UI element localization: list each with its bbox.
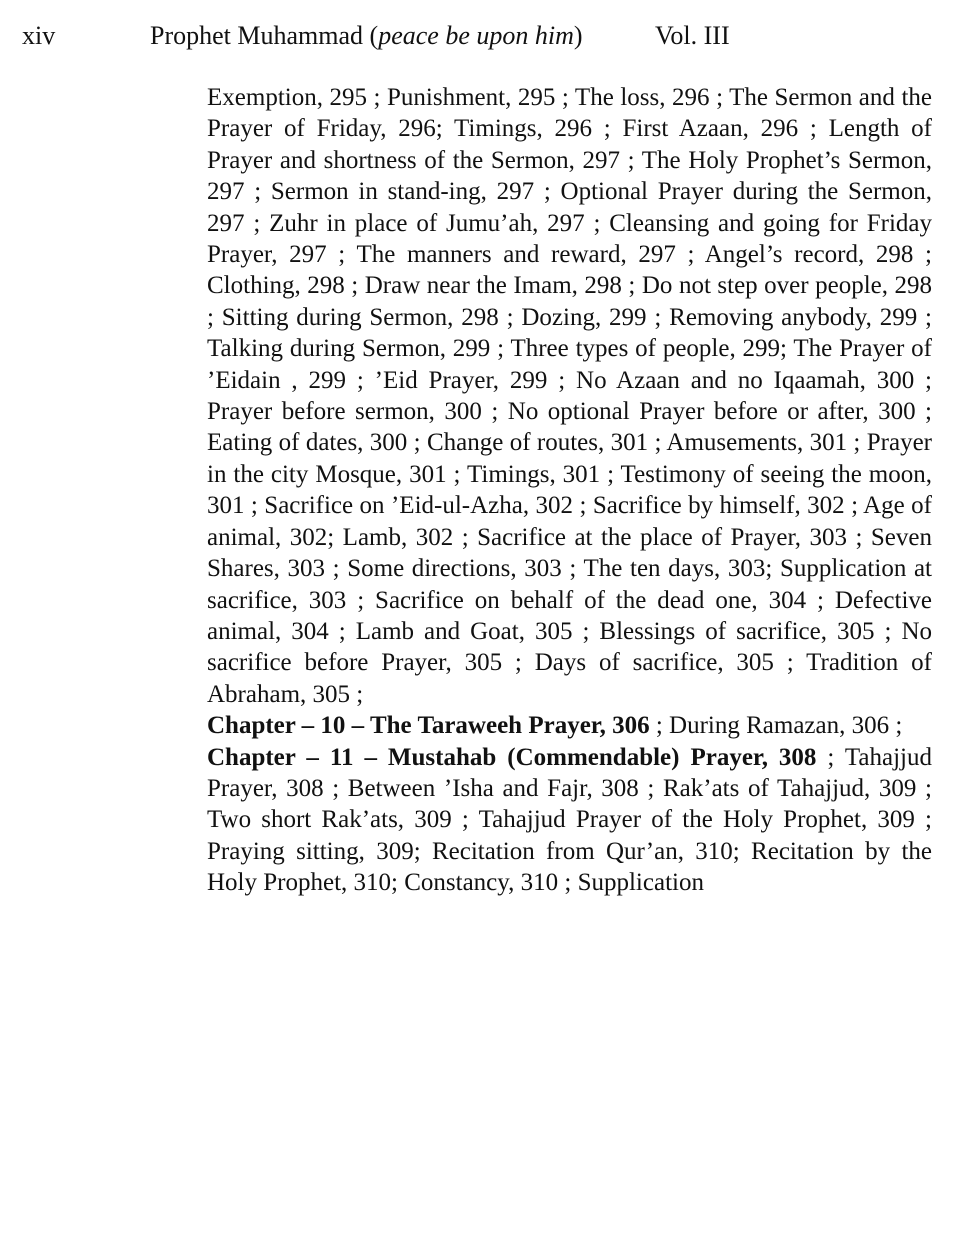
running-title-main: Prophet Muhammad xyxy=(150,21,364,50)
chapter-11-heading: Chapter – 11 – Mustahab (Commendable) Prayer, 308 xyxy=(207,743,817,771)
page-number: xiv xyxy=(22,21,56,50)
chapter-10-heading: Chapter – 10 – The Taraweeh Prayer, 306 xyxy=(207,712,650,740)
volume-label: Vol. III xyxy=(655,21,730,50)
running-title-paren-open: ( xyxy=(363,21,379,50)
index-paragraph: Exemption, 295 ; Punishment, 295 ; The loss, 296 ; The Sermon and the Prayer of Friday, 296; Timings, 296 ; First Azaan, 296 ; Length of Prayer and shortness of the Sermon, 297 ; The Holy Prophet’s Sermon, 297 ; Sermon in stand-ing, 297 ; Optional Prayer during the Sermon, 297 ; Zuhr in place of Jumu’ah, 297 ; Cleansing and going for Friday Prayer, 297 ; The manners and reward, 297 ; Angel’s record, 298 ; Clothing, 298 ; Draw near the Imam, 298 ; Do not step over people, 298 ; Sitting during Sermon, 298 ; Dozing, 299 ; Removing anybody, 299 ; Talking during Sermon, 299 ; Three types of people, 299; The Prayer of ’Eidain , 299 ; ’Eid Prayer, 299 ; No Azaan and no Iqaamah, 300 ; Prayer before sermon, 300 ; No optional Prayer before or after, 300 ; Eating of dates, 300 ; Change of routes, 301 ; Amusements, 301 ; Prayer in the city Mosque, 301 ; Timings, 301 ; Testimony of seeing the moon, 301 ; Sacrifice on ’Eid-ul-Azha, 302 ; Sacrifice by himself, 302 ; Age of animal, 302; Lamb, 302 ; Sacrifice at the place of Prayer, 303 ; Seven Shares, 303 ; Some directions, 303 ; The ten days, 303; Supplication at sacrifice, 303 ; Sacrifice on behalf of the dead one, 304 ; Defective animal, 304 ; Lamb and Goat, 305 ; Blessings of sacrifice, 305 ; No sacrifice before Prayer, 305 ; Days of sacrifice, 305 ; Tradition of Abraham, 305 ; xyxy=(207,84,932,708)
running-title xyxy=(150,18,583,54)
chapter-11-text: ; Tahajjud Prayer, 308 ; Between ’Isha and Fajr, 308 ; Rak’ats of Tahajjud, 309 ; Two short Rak’ats, 309 ; Tahajjud Prayer of the Holy Prophet, 309 ; Praying sitting, 309; Recitation from Qur’an, 310; Recitation by the Holy Prophet, 310; Constancy, 310 ; Supplication xyxy=(207,743,932,897)
chapter-10-text: ; During Ramazan, 306 ; xyxy=(649,712,903,740)
index-content xyxy=(207,82,932,899)
chapter-11-entry xyxy=(207,742,932,899)
running-title-paren-close: ) xyxy=(573,21,583,50)
chapter-10-entry xyxy=(207,710,932,741)
running-title-italic: peace be upon him xyxy=(378,21,574,50)
page-header xyxy=(0,18,960,54)
